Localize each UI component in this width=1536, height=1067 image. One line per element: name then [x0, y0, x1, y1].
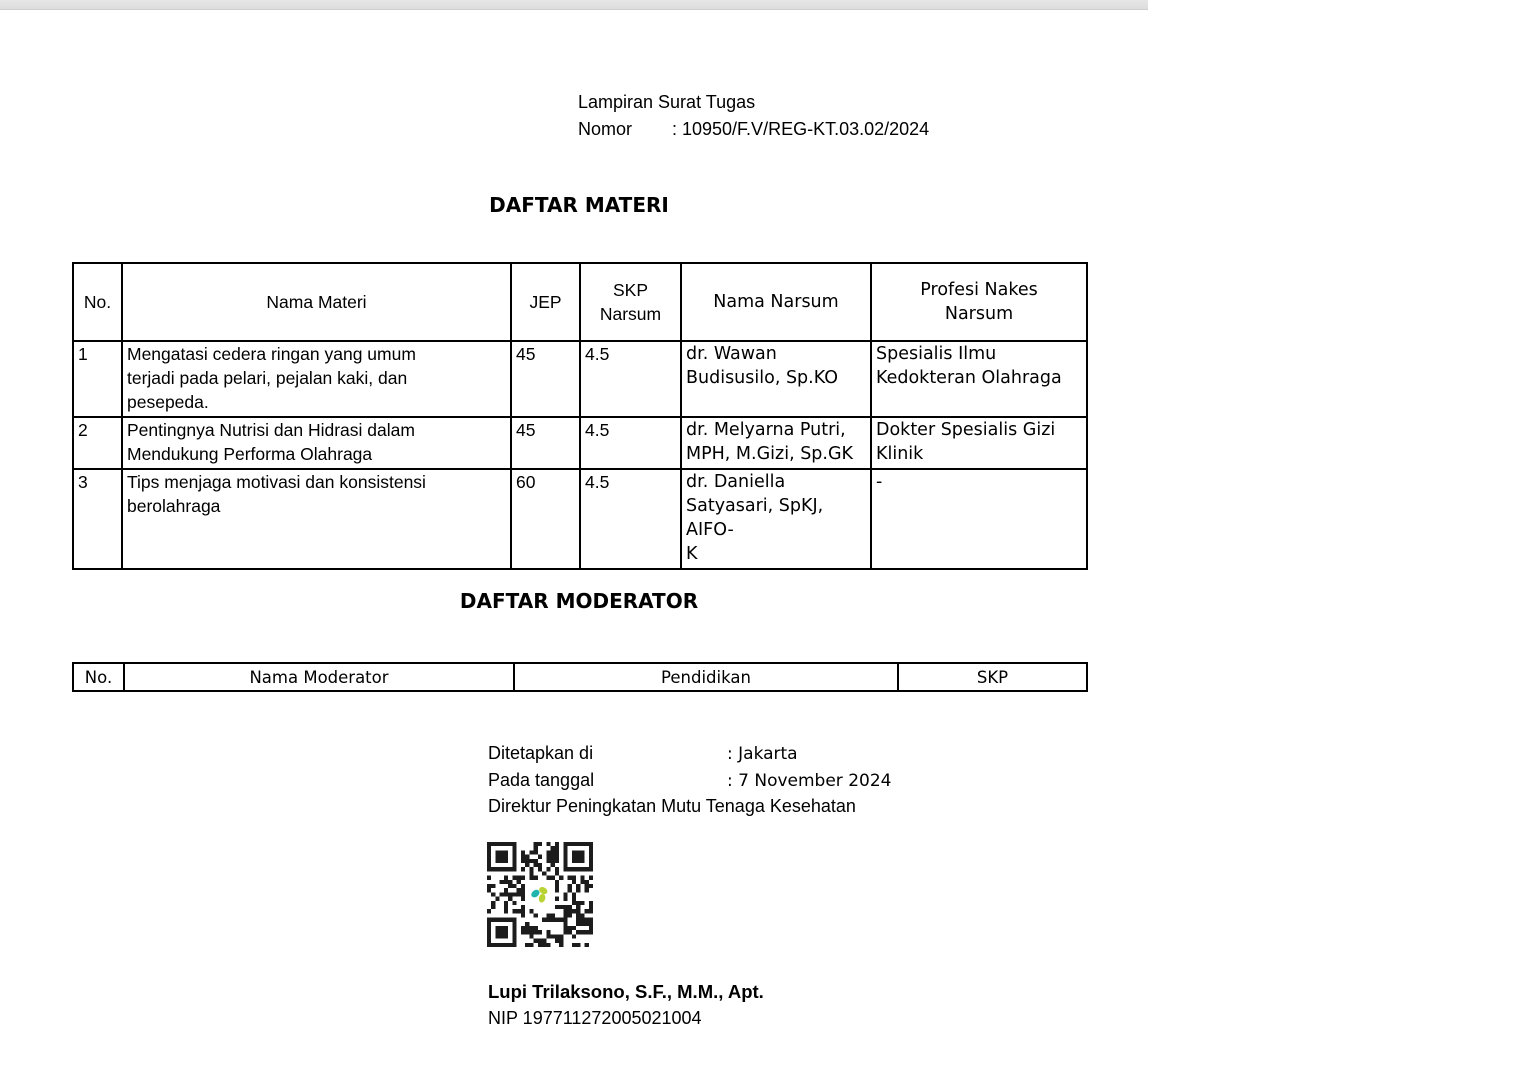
place-line — [488, 741, 891, 768]
cell-nama-materi: Tips menjaga motivasi dan konsistensi berolahraga — [122, 469, 511, 569]
nomor-value: : 10950/F.V/REG-KT.03.02/2024 — [672, 118, 930, 139]
date-value: : 7 November 2024 — [727, 770, 892, 791]
place-label: Ditetapkan di — [488, 743, 594, 763]
cell-jep: 45 — [511, 417, 580, 469]
materi-row-2 — [73, 417, 1087, 469]
materi-table — [72, 262, 1088, 570]
signing-block — [488, 741, 891, 820]
director-title-line: Direktur Peningkatan Mutu Tenaga Kesehatan — [488, 796, 856, 817]
column-header-nama-materi: Nama Materi — [122, 263, 511, 341]
cell-jep: 45 — [511, 341, 580, 417]
column-header-no: No. — [73, 263, 122, 341]
moderator-table — [72, 662, 1088, 692]
cell-skp-narsum: 4.5 — [580, 417, 681, 469]
cell-nama-materi: Mengatasi cedera ringan yang umum terjadi pada pelari, pejalan kaki, dan pesepeda. — [122, 341, 511, 417]
cell-no: 3 — [73, 469, 122, 569]
materi-row-3 — [73, 469, 1087, 569]
materi-row-1 — [73, 341, 1087, 417]
column-header-pendidikan: Pendidikan — [514, 663, 898, 691]
column-header-no: No. — [73, 663, 124, 691]
column-header-nama-narsum: Nama Narsum — [681, 263, 871, 341]
signatory-nip: NIP 197711272005021004 — [488, 1008, 702, 1028]
kemenkes-logo-icon — [527, 881, 553, 907]
materi-section-title: DAFTAR MATERI — [489, 193, 669, 217]
qr-code — [487, 842, 593, 947]
cell-profesi-nakes: Spesialis Ilmu Kedokteran Olahraga — [871, 341, 1087, 417]
cell-profesi-nakes: Dokter Spesialis Gizi Klinik — [871, 417, 1087, 469]
moderator-header-row — [73, 663, 1087, 691]
cell-jep: 60 — [511, 469, 580, 569]
cell-skp-narsum: 4.5 — [580, 469, 681, 569]
signatory-name: Lupi Trilaksono, S.F., M.M., Apt. — [488, 981, 764, 1002]
column-header-skp-narsum: SKP Narsum — [580, 263, 681, 341]
cell-nama-narsum: dr. Daniella Satyasari, SpKJ, AIFO- K — [681, 469, 871, 569]
cell-nama-materi: Pentingnya Nutrisi dan Hidrasi dalam Mendukung Performa Olahraga — [122, 417, 511, 469]
nomor-label: Nomor — [578, 118, 633, 139]
cell-no: 2 — [73, 417, 122, 469]
attachment-title-line: Lampiran Surat Tugas — [578, 92, 756, 112]
cell-profesi-nakes: - — [871, 469, 1087, 569]
cell-nama-narsum: dr. Wawan Budisusilo, Sp.KO — [681, 341, 871, 417]
column-header-skp: SKP — [898, 663, 1087, 691]
cell-nama-narsum: dr. Melyarna Putri, MPH, M.Gizi, Sp.GK — [681, 417, 871, 469]
date-line — [488, 768, 891, 795]
place-value: : Jakarta — [727, 744, 798, 764]
moderator-section-title: DAFTAR MODERATOR — [459, 589, 699, 613]
cell-skp-narsum: 4.5 — [580, 341, 681, 417]
letter-header — [578, 89, 929, 142]
cell-no: 1 — [73, 341, 122, 417]
column-header-profesi-nakes: Profesi Nakes Narsum — [871, 263, 1087, 341]
column-header-nama-moderator: Nama Moderator — [124, 663, 514, 691]
signature-block — [488, 979, 764, 1031]
materi-header-row — [73, 263, 1087, 341]
date-label: Pada tanggal — [488, 769, 595, 790]
column-header-jep: JEP — [511, 263, 580, 341]
attachment-number-line — [578, 116, 929, 143]
viewer-top-bar — [0, 0, 1148, 10]
